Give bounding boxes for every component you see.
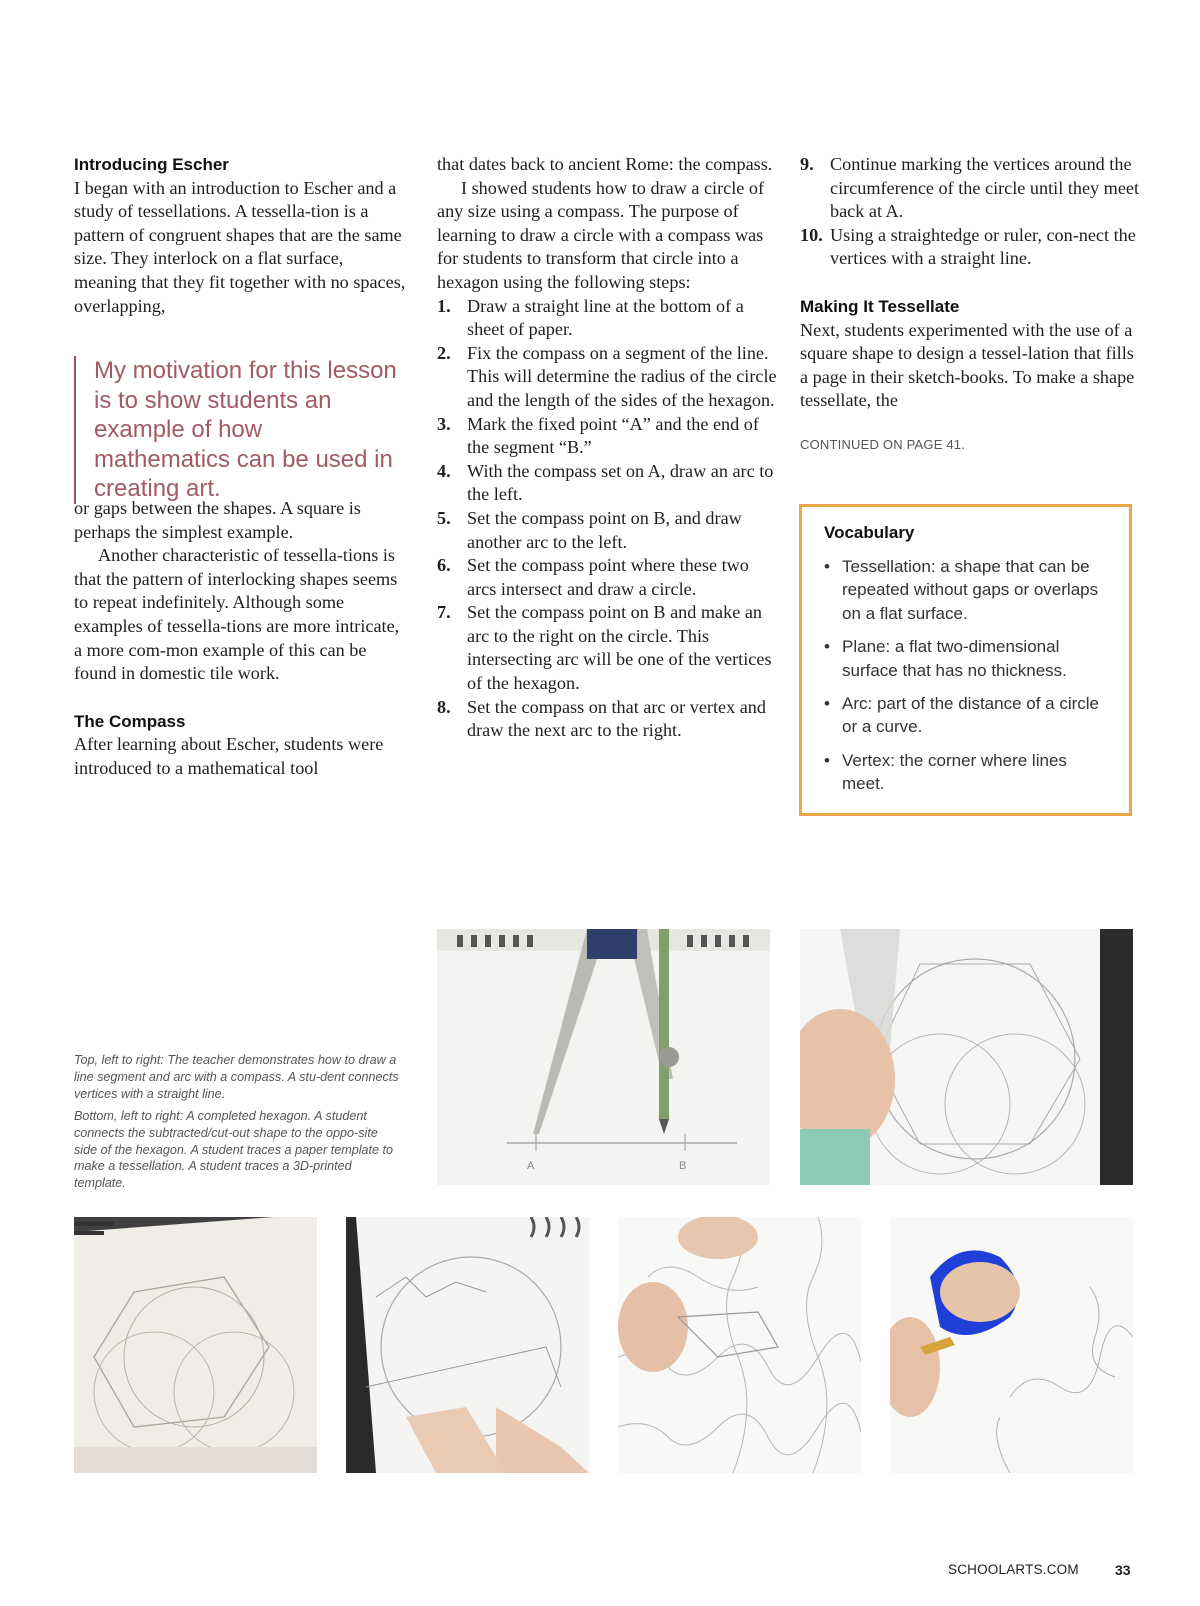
paragraph: Next, students experimented with the use of a square shape to design a tessel-lation that fills a page in their sketch-books. To make a shape tessellate, the	[800, 319, 1135, 411]
step-item: 3. Mark the fixed point “A” and the end of the segment “B.”	[437, 413, 759, 458]
steps-list-continued	[800, 153, 1140, 271]
vocabulary-item: • Vertex: the corner where lines meet.	[824, 749, 1109, 796]
caption-bottom: Bottom, left to right: A completed hexagon. A student connects the subtracted/cut-out shape to the oppo-site side of the hexagon. A student traces a paper template to make a tessellation. A student traces a 3D-printed template.	[74, 1109, 394, 1191]
caption-top: Top, left to right: The teacher demonstrates how to draw a line segment and arc with a compass. A stu-dent connects vertices with a straight line.	[74, 1053, 399, 1101]
photo-compass-demo	[437, 929, 770, 1185]
step-item: 10. Using a straightedge or ruler, con-nect the vertices with a straight line.	[800, 224, 1136, 269]
footer-site: SCHOOLARTS.COM	[948, 1562, 1079, 1577]
compass-label-b: B	[679, 1160, 687, 1172]
step-item: 4. With the compass set on A, draw an arc to the left.	[437, 460, 774, 505]
vocabulary-item: • Arc: part of the distance of a circle or a curve.	[824, 692, 1109, 739]
vocabulary-box	[799, 504, 1132, 816]
paragraph: After learning about Escher, students were introduced to a mathematical tool	[74, 734, 384, 778]
vocabulary-title: Vocabulary	[824, 523, 915, 542]
pull-quote: My motivation for this lesson is to show students an example of how mathematics can be used in creating art.	[74, 356, 404, 504]
heading-the-compass: The Compass	[74, 711, 186, 731]
column-1	[74, 153, 409, 318]
column-2	[437, 153, 777, 743]
paragraph: I began with an introduction to Escher and a study of tessellations. A tessella-tion is a pattern of congruent shapes that are the same size. They interlock on a flat surface, meaning that they fit together with no spaces, overlapping,	[74, 177, 406, 316]
step-item: 7. Set the compass point on B and make an arc to the right on the circle. This intersecting arc will be one of the vertices of the hexagon.	[437, 602, 772, 694]
steps-list	[437, 295, 777, 743]
compass-label-a: A	[527, 1160, 535, 1172]
continued-note: CONTINUED ON PAGE 41.	[800, 436, 966, 452]
photo-tracing-paper-template	[618, 1217, 861, 1473]
photo-cutout-shape	[346, 1217, 589, 1473]
heading-introducing-escher: Introducing Escher	[74, 155, 229, 174]
step-item: 2. Fix the compass on a segment of the line. This will determine the radius of the circle and the length of the sides of the hexagon.	[437, 342, 777, 410]
column-3	[800, 153, 1140, 457]
vocabulary-item: • Plane: a flat two-dimensional surface that has no thickness.	[824, 635, 1109, 682]
paragraph: Another characteristic of tessella-tions is that the pattern of interlocking shapes seems to repeat indefinitely. Although some examples of tessella-tions are more intricate, a more com-mon example of this can be found in domestic tile work.	[74, 545, 400, 684]
paragraph: or gaps between the shapes. A square is perhaps the simplest example.	[74, 498, 361, 542]
step-item: 1. Draw a straight line at the bottom of a sheet of paper.	[437, 295, 744, 340]
step-item: 5. Set the compass point on B, and draw another arc to the left.	[437, 507, 742, 552]
step-item: 9. Continue marking the vertices around the circumference of the circle until they meet back at A.	[800, 154, 1140, 222]
step-item: 6. Set the compass point where these two arcs intersect and draw a circle.	[437, 555, 749, 599]
photo-connecting-vertices	[800, 929, 1133, 1185]
paragraph: I showed students how to draw a circle of any size using a compass. The purpose of learning to draw a circle with a compass was for students to transform that circle into a hexagon using the following steps:	[437, 177, 765, 292]
vocabulary-item: • Tessellation: a shape that can be repeated without gaps or overlaps on a flat surface.	[824, 555, 1109, 625]
photo-tracing-3d-template	[890, 1217, 1133, 1473]
vocabulary-list	[824, 555, 1109, 796]
paragraph: that dates back to ancient Rome: the compass.	[437, 154, 773, 174]
column-1-continued	[74, 497, 409, 781]
heading-making-it-tessellate: Making It Tessellate	[800, 296, 960, 316]
step-item: 8. Set the compass on that arc or vertex and draw the next arc to the right.	[437, 696, 766, 741]
photo-completed-hexagon	[74, 1217, 317, 1473]
page-number: 33	[1115, 1562, 1131, 1578]
